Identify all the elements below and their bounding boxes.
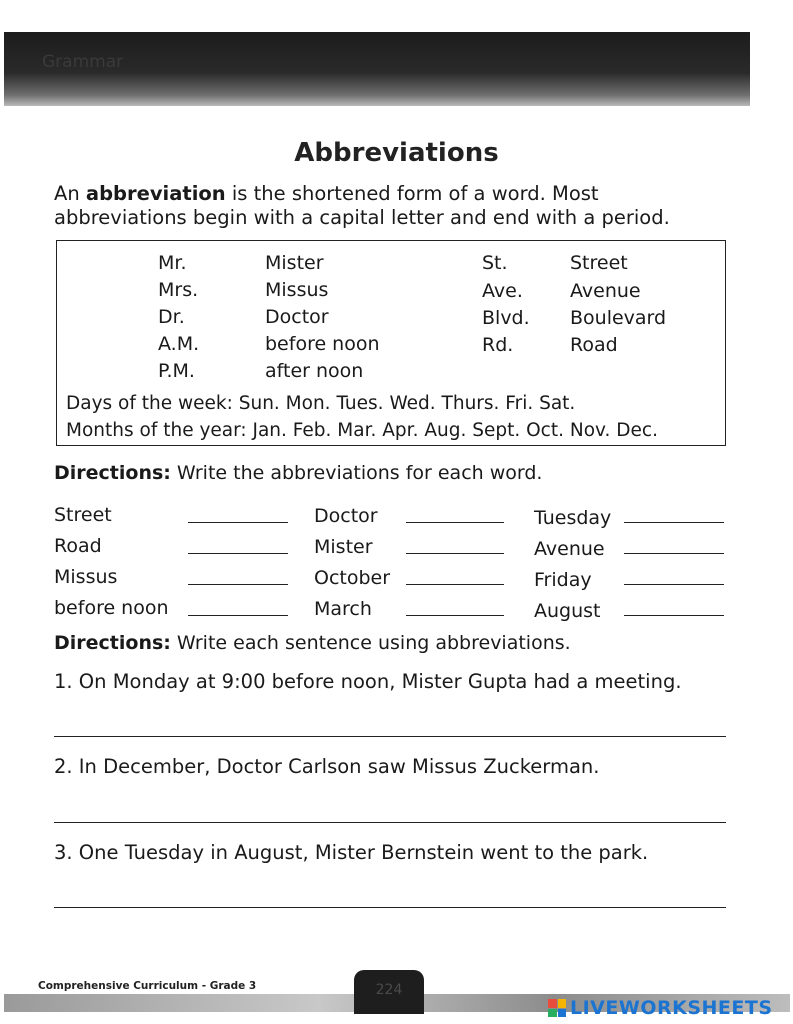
box-abbr: Rd.: [482, 334, 514, 356]
answer-blank-street[interactable]: [188, 522, 288, 523]
answer-blank-doctor[interactable]: [406, 522, 504, 523]
scanned-header-band: [4, 32, 750, 106]
footer-curriculum-text: Comprehensive Curriculum - Grade 3: [38, 980, 257, 992]
answer-blank-mister[interactable]: [406, 553, 504, 554]
days-of-week-line: Days of the week: Sun. Mon. Tues. Wed. Thurs. Fri. Sat.: [66, 393, 576, 414]
exercise-word: Mister: [314, 536, 373, 558]
exercise-word: Missus: [54, 566, 118, 588]
box-abbr: Mrs.: [158, 279, 199, 301]
liveworksheets-logo-icon: [548, 999, 566, 1017]
box-abbr: P.M.: [158, 360, 195, 382]
directions-abbreviations: Directions: Write the abbreviations for each word.: [54, 462, 543, 484]
exercise-word: Friday: [534, 569, 592, 591]
answer-blank-before-noon[interactable]: [188, 615, 288, 616]
answer-blank-road[interactable]: [188, 553, 288, 554]
box-word: before noon: [265, 333, 380, 355]
sentence-item: 2. In December, Doctor Carlson saw Missus Zuckerman.: [54, 755, 600, 778]
box-word: Missus: [265, 279, 329, 301]
box-abbr: Blvd.: [482, 307, 530, 329]
box-word: Boulevard: [570, 307, 667, 329]
directions-label: Directions:: [54, 462, 171, 484]
answer-blank-avenue[interactable]: [624, 553, 724, 554]
box-word: after noon: [265, 360, 364, 382]
answer-blank-march[interactable]: [406, 615, 504, 616]
box-word: Avenue: [570, 280, 641, 302]
box-word: Road: [570, 334, 618, 356]
box-word: Street: [570, 252, 628, 274]
box-word: Doctor: [265, 306, 329, 328]
exercise-word: Tuesday: [534, 507, 612, 529]
exercise-word: Street: [54, 504, 112, 526]
exercise-word: March: [314, 598, 372, 620]
exercise-word: October: [314, 567, 391, 589]
page-number: 224: [375, 982, 403, 998]
header-faint-text: Grammar: [42, 52, 124, 72]
box-word: Mister: [265, 252, 324, 274]
exercise-word: Doctor: [314, 505, 378, 527]
answer-blank-missus[interactable]: [188, 584, 288, 585]
sentence-item: 3. One Tuesday in August, Mister Bernstein went to the park.: [54, 841, 649, 864]
answer-blank-october[interactable]: [406, 584, 504, 585]
sentence-item: 1. On Monday at 9:00 before noon, Mister Gupta had a meeting.: [54, 670, 682, 693]
exercise-word: Road: [54, 535, 102, 557]
answer-blank-friday[interactable]: [624, 584, 724, 585]
directions-label: Directions:: [54, 632, 171, 654]
liveworksheets-brand: [548, 996, 773, 1020]
box-abbr: A.M.: [158, 333, 200, 355]
page-number-tab: [354, 970, 424, 1014]
exercise-word: before noon: [54, 597, 169, 619]
exercise-word: Avenue: [534, 538, 605, 560]
sentence-answer-line-3[interactable]: [54, 907, 726, 908]
box-abbr: St.: [482, 252, 508, 274]
liveworksheets-wordmark: LIVEWORKSHEETS: [570, 997, 773, 1019]
page-title: Abbreviations: [294, 138, 499, 168]
box-abbr: Dr.: [158, 306, 185, 328]
box-abbr: Ave.: [482, 280, 523, 302]
sentence-answer-line-2[interactable]: [54, 822, 726, 823]
sentence-answer-line-1[interactable]: [54, 736, 726, 737]
months-of-year-line: Months of the year: Jan. Feb. Mar. Apr. Aug. Sept. Oct. Nov. Dec.: [66, 420, 658, 441]
intro-paragraph: An abbreviation is the shortened form of a word. Most abbreviations begin with a capital letter and end with a period.: [54, 182, 670, 229]
exercise-word: August: [534, 600, 601, 622]
intro-bold-term: abbreviation: [85, 182, 226, 205]
answer-blank-august[interactable]: [624, 615, 724, 616]
answer-blank-tuesday[interactable]: [624, 522, 724, 523]
directions-sentences: Directions: Write each sentence using abbreviations.: [54, 632, 571, 654]
box-abbr: Mr.: [158, 252, 187, 274]
